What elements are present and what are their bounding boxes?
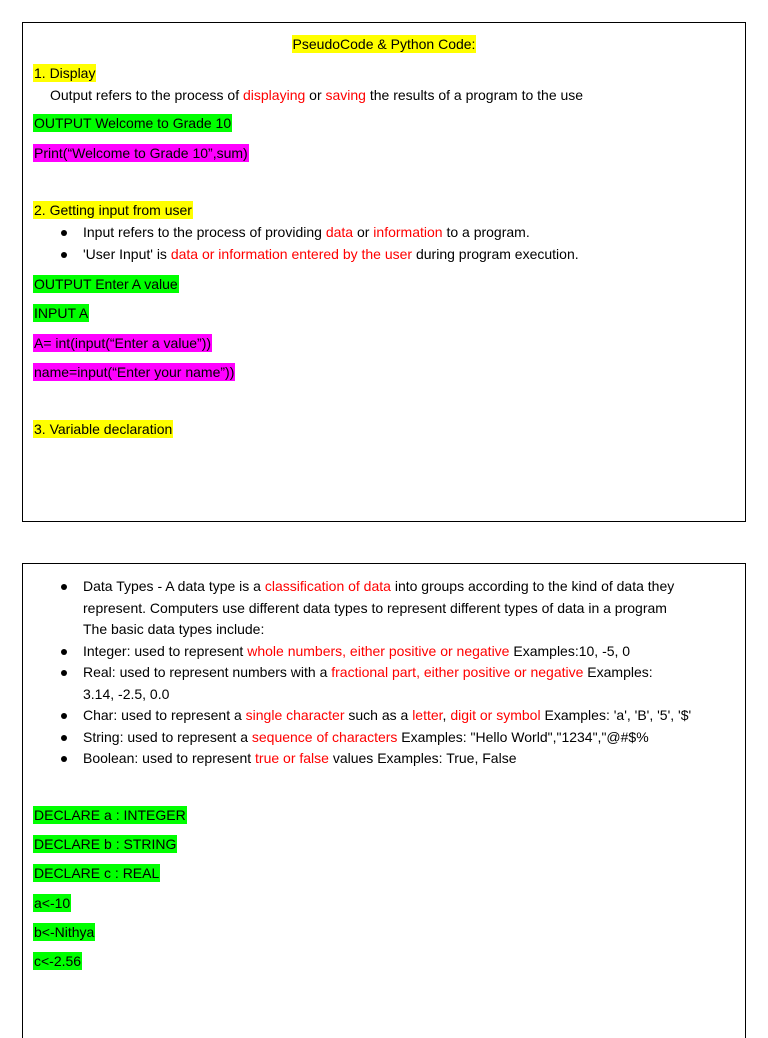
python-print-line	[33, 144, 249, 162]
pseudocode-output-text: OUTPUT Enter A value	[34, 276, 178, 292]
display-desc-text: the results of a program to the use	[365, 87, 584, 103]
python-input-line	[33, 363, 235, 381]
document-page-1	[22, 22, 746, 522]
display-desc-highlight: saving	[325, 87, 366, 103]
document-page-2	[22, 563, 746, 1038]
section-input-heading	[33, 201, 193, 219]
assignment-text: c<-2.56	[34, 953, 82, 969]
pseudocode-output-text: OUTPUT Welcome to Grade 10	[34, 115, 232, 131]
assignment-line	[33, 923, 95, 941]
assignment-text: a<-10	[34, 895, 71, 911]
python-input-line	[33, 334, 212, 352]
section-variable-heading-text: 3. Variable declaration	[34, 421, 173, 437]
python-input-text: name=input(“Enter your name”))	[34, 364, 235, 380]
assignment-line	[33, 894, 71, 912]
python-print-text: Print(“Welcome to Grade 10”,sum)	[34, 145, 248, 161]
section-display-heading	[33, 64, 96, 82]
list-item: Char: used to represent a single character such as a letter, digit or symbol Examples: 'a', 'B', '5', '$'	[57, 705, 727, 727]
declare-text: DECLARE a : INTEGER	[34, 807, 186, 823]
display-desc-text: Output refers to the process of	[50, 87, 243, 103]
assignment-text: b<-Nithya	[34, 924, 95, 940]
section-display-heading-text: 1. Display	[34, 65, 96, 81]
pseudocode-output-line	[33, 275, 179, 293]
assignment-line	[33, 952, 82, 970]
datatype-bullet-list	[57, 576, 727, 770]
list-item: Data Types - A data type is a classification of data into groups according to the kind of data they represent. Computers use different data types to represent different types of data in a program The basic data types include:	[57, 576, 727, 641]
display-desc-highlight: displaying	[243, 87, 306, 103]
declare-text: DECLARE c : REAL	[34, 865, 160, 881]
section-variable-heading	[33, 420, 173, 438]
declare-line	[33, 835, 177, 853]
section-input-heading-text: 2. Getting input from user	[34, 202, 192, 218]
list-item: Real: used to represent numbers with a fractional part, either positive or negative Examples: 3.14, -2.5, 0.0	[57, 662, 727, 705]
pseudocode-input-text: INPUT A	[34, 305, 89, 321]
pseudocode-output-line	[33, 114, 232, 132]
list-item: Input refers to the process of providing data or information to a program.	[57, 222, 727, 244]
list-item: String: used to represent a sequence of characters Examples: "Hello World","1234","@#$%	[57, 727, 727, 749]
declare-line	[33, 864, 160, 882]
display-desc-text: or	[305, 87, 326, 103]
display-description	[50, 86, 583, 104]
list-item: Integer: used to represent whole numbers, either positive or negative Examples:10, -5, 0	[57, 641, 727, 663]
input-bullet-list	[57, 222, 727, 265]
declare-line	[33, 806, 187, 824]
page-title-text: PseudoCode & Python Code:	[292, 36, 476, 52]
list-item: 'User Input' is data or information entered by the user during program execution.	[57, 244, 727, 266]
page-title	[23, 36, 745, 52]
declare-text: DECLARE b : STRING	[34, 836, 177, 852]
list-item: Boolean: used to represent true or false values Examples: True, False	[57, 748, 727, 770]
python-input-text: A= int(input(“Enter a value”))	[34, 335, 212, 351]
pseudocode-input-line	[33, 304, 89, 322]
